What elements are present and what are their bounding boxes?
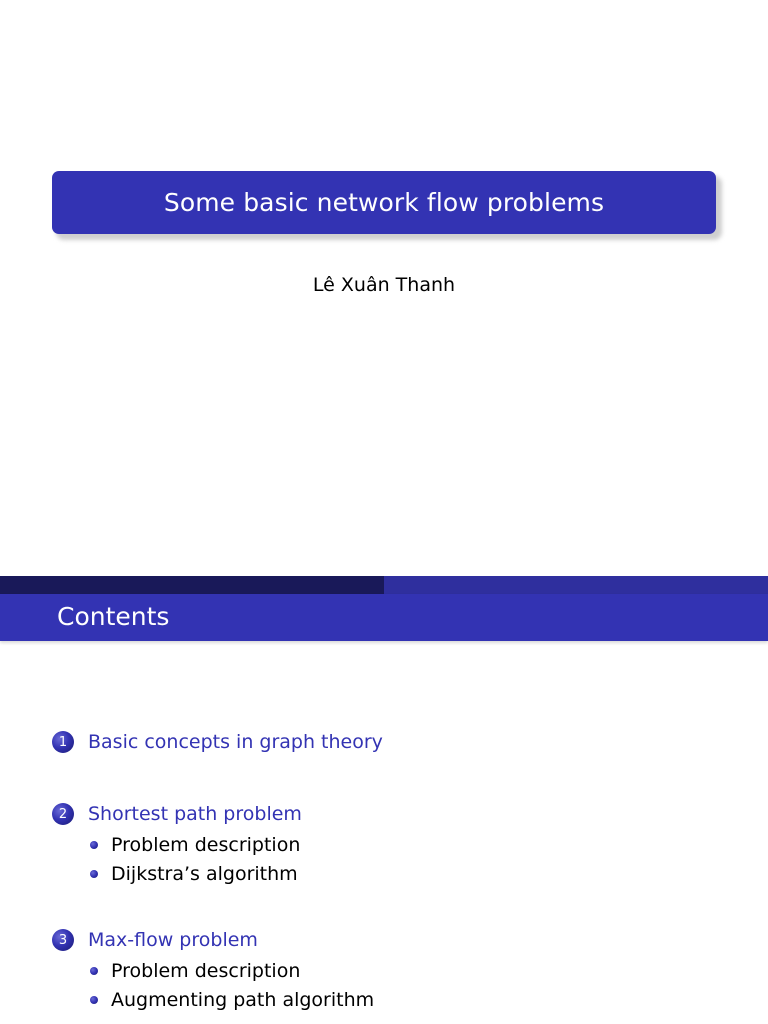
bullet-icon xyxy=(90,967,98,975)
section-number-ball: 1 xyxy=(52,731,74,753)
subsection-label: Augmenting path algorithm xyxy=(111,988,375,1011)
subsection-label: Problem description xyxy=(111,833,301,856)
navigation-strip-right xyxy=(384,576,768,594)
frame-title: Contents xyxy=(57,602,170,631)
presentation-title: Some basic network flow problems xyxy=(163,188,605,217)
section-number-ball: 2 xyxy=(52,803,74,825)
toc-section xyxy=(52,726,383,758)
subsection-list xyxy=(52,956,374,1014)
bullet-icon xyxy=(90,841,98,849)
subsection-list xyxy=(52,830,302,888)
section-link[interactable]: Max-flow problem xyxy=(88,929,258,951)
subsection-item[interactable] xyxy=(90,956,374,985)
bullet-icon xyxy=(90,870,98,878)
toc-section-heading[interactable] xyxy=(52,924,374,956)
frame-title-bar xyxy=(0,594,768,641)
navigation-strip xyxy=(0,576,768,594)
subsection-item[interactable] xyxy=(90,830,302,859)
section-link[interactable]: Shortest path problem xyxy=(88,803,302,825)
section-number-ball: 3 xyxy=(52,929,74,951)
section-link[interactable]: Basic concepts in graph theory xyxy=(88,731,383,753)
toc-section-heading[interactable] xyxy=(52,726,383,758)
bullet-icon xyxy=(90,996,98,1004)
contents-slide xyxy=(0,576,768,1024)
toc-section xyxy=(52,924,374,1014)
title-box xyxy=(52,171,716,234)
toc-section-heading[interactable] xyxy=(52,798,302,830)
author-name: Lê Xuân Thanh xyxy=(312,274,456,296)
subsection-item[interactable] xyxy=(90,859,302,888)
subsection-item[interactable] xyxy=(90,985,374,1014)
toc-section xyxy=(52,798,302,888)
subsection-label: Problem description xyxy=(111,959,301,982)
navigation-strip-left xyxy=(0,576,384,594)
subsection-label: Dijkstra’s algorithm xyxy=(111,862,298,885)
